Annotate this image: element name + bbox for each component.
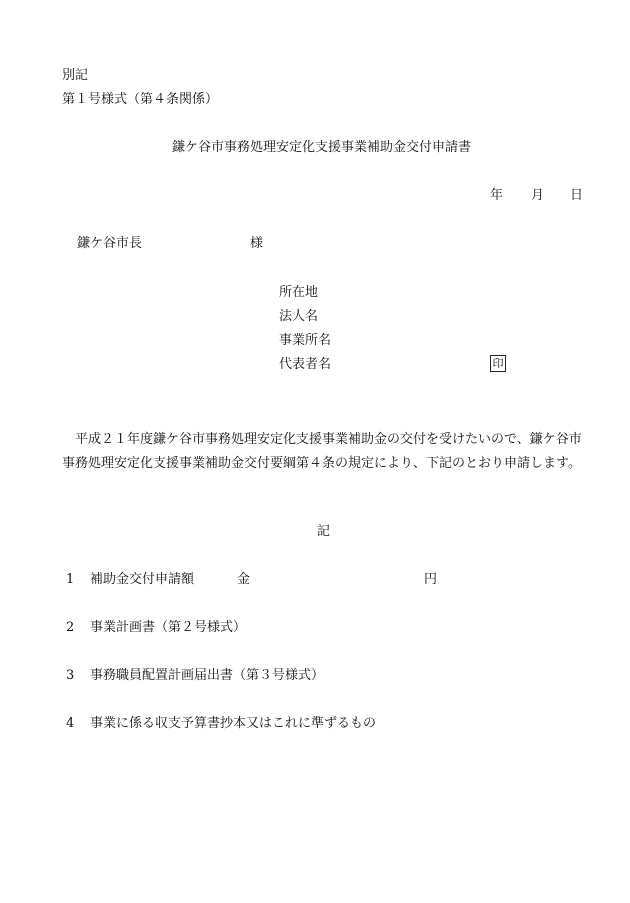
note-heading: 記 — [317, 524, 331, 539]
item-number-1: 1 — [66, 572, 75, 587]
item-number-4: 4 — [66, 716, 75, 731]
field-address: 所在地 — [279, 285, 319, 300]
date-day: 日 — [570, 188, 584, 203]
date-month: 月 — [531, 188, 545, 203]
form-number: 第１号様式（第４条関係） — [62, 92, 219, 107]
field-representative-name: 代表者名 — [279, 357, 332, 372]
item-text-4: 事業に係る収支予算書抄本又はこれに準ずるもの — [90, 716, 377, 731]
field-office-name: 事業所名 — [279, 333, 332, 348]
addressee-name: 鎌ケ谷市長 — [77, 236, 143, 251]
item-number-2: 2 — [66, 620, 75, 635]
item-text-1: 補助金交付申請額 — [90, 572, 195, 587]
item-amount-unit: 円 — [424, 572, 438, 587]
date-year: 年 — [490, 188, 504, 203]
attachment-label: 別記 — [62, 68, 89, 83]
item-text-3: 事務職員配置計画届出書（第３号様式） — [90, 668, 325, 683]
item-number-3: 3 — [66, 668, 75, 683]
body-paragraph: 平成２１年度鎌ケ谷市事務処理安定化支援事業補助金の交付を受けたいので、鎌ケ谷市事務処理安定化支援事業補助金交付要綱第４条の規定により、下記のとおり申請します。 — [62, 432, 582, 471]
field-corporation-name: 法人名 — [279, 309, 319, 324]
item-text-2: 事業計画書（第２号様式） — [90, 620, 247, 635]
item-amount-prefix: 金 — [237, 572, 251, 587]
seal-mark: 印 — [490, 355, 506, 372]
addressee-honorific: 様 — [250, 236, 264, 251]
document-title: 鎌ケ谷市事務処理安定化支援事業補助金交付申請書 — [172, 140, 472, 155]
